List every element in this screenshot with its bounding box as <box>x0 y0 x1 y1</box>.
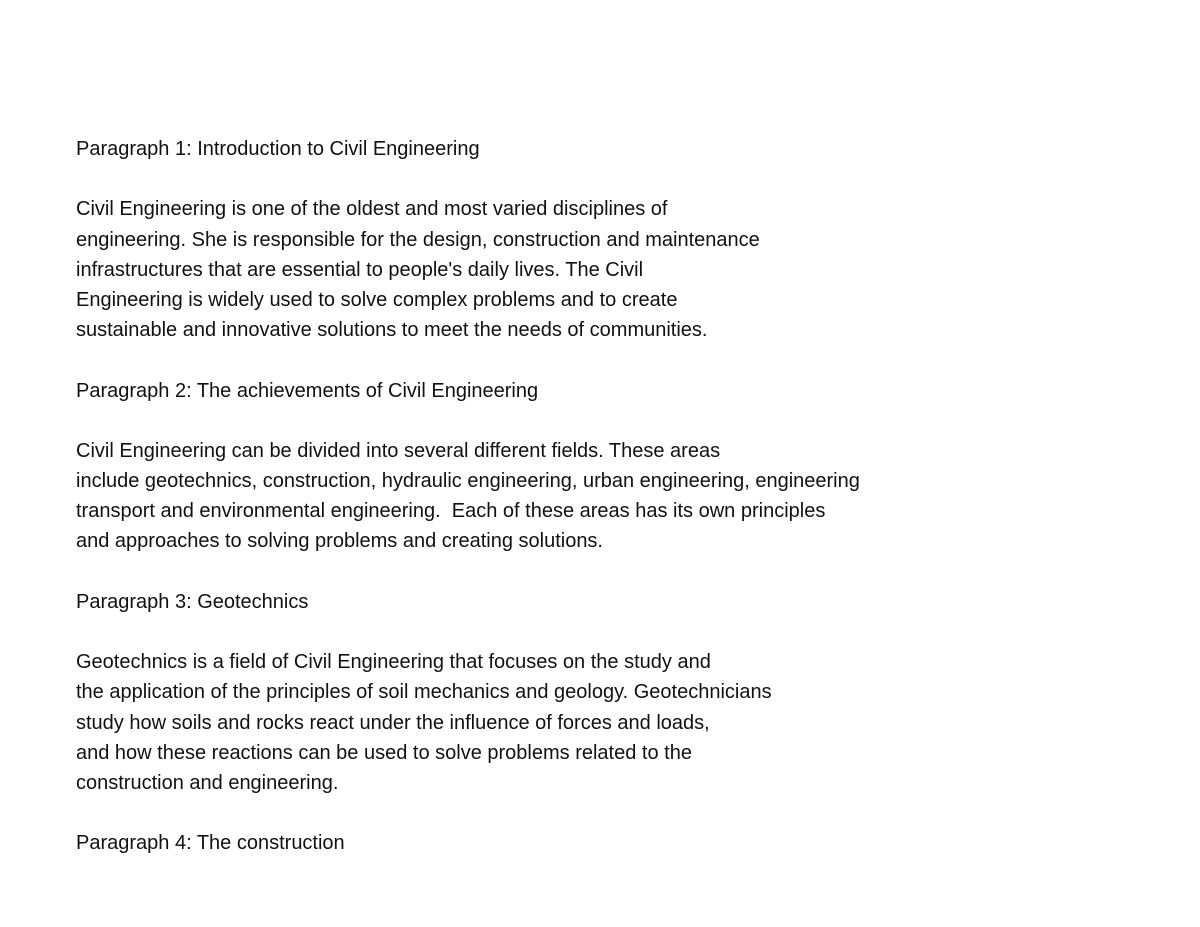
paragraph-line: include geotechnics, construction, hydraulic engineering, urban engineering, engineering <box>76 470 860 493</box>
paragraph-line: Geotechnics is a field of Civil Engineering that focuses on the study and <box>76 651 711 674</box>
spacer <box>76 345 1156 375</box>
paragraph-line: the application of the principles of soil mechanics and geology. Geotechnicians <box>76 681 772 704</box>
spacer <box>76 557 1156 587</box>
paragraph-line: and how these reactions can be used to solve problems related to the <box>76 741 692 764</box>
section-heading: Paragraph 3: Geotechnics <box>76 590 309 613</box>
document-body <box>76 134 1156 859</box>
section-heading: Paragraph 4: The construction <box>76 832 345 855</box>
paragraph-line: transport and environmental engineering. Each of these areas has its own principles <box>76 500 826 523</box>
paragraph-line: study how soils and rocks react under the influence of forces and loads, <box>76 711 710 734</box>
spacer <box>76 164 1156 194</box>
paragraph-line: Civil Engineering can be divided into several different fields. These areas <box>76 439 721 462</box>
paragraph-line: construction and engineering. <box>76 771 339 794</box>
paragraph-line: sustainable and innovative solutions to meet the needs of communities. <box>76 319 708 342</box>
paragraph-line: engineering. She is responsible for the design, construction and maintenance <box>76 228 760 251</box>
paragraph-line: infrastructures that are essential to people's daily lives. The Civil <box>76 258 644 281</box>
section-heading: Paragraph 1: Introduction to Civil Engineering <box>76 138 480 160</box>
paragraph-line: Engineering is widely used to solve complex problems and to create <box>76 288 678 311</box>
paragraph-line: and approaches to solving problems and creating solutions. <box>76 530 603 553</box>
spacer <box>76 406 1156 436</box>
section-heading: Paragraph 2: The achievements of Civil Engineering <box>76 379 539 402</box>
spacer <box>76 617 1156 647</box>
paragraph-line: Civil Engineering is one of the oldest and most varied disciplines of <box>76 198 668 221</box>
spacer <box>76 798 1156 828</box>
